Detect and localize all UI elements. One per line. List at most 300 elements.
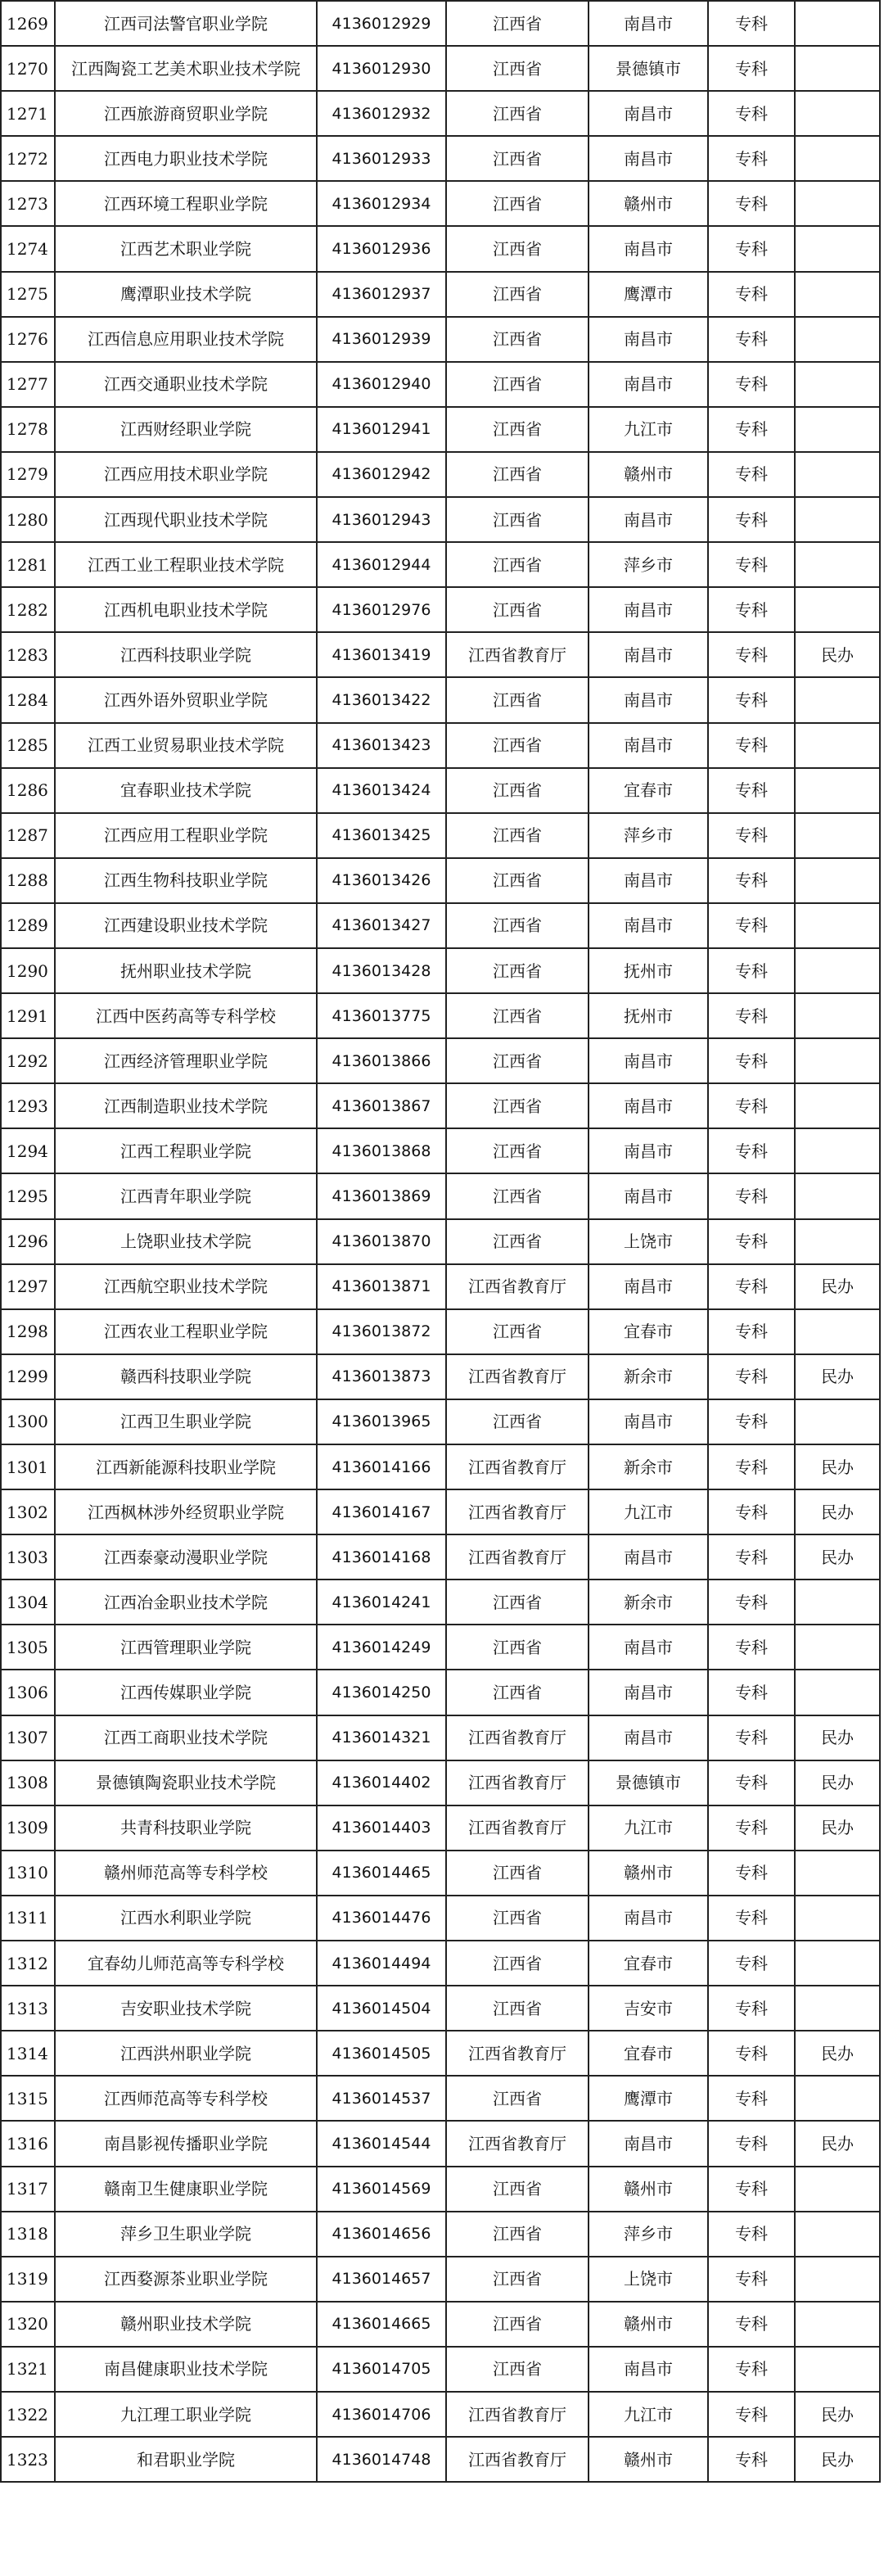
row-number-cell: 1285	[1, 723, 55, 768]
table-row	[1, 1941, 880, 1986]
school-name-cell: 江西现代职业技术学院	[55, 497, 317, 542]
note-cell	[795, 1128, 880, 1173]
school-code-cell: 4136013870	[317, 1219, 446, 1264]
table-row	[1, 226, 880, 271]
note-cell	[795, 993, 880, 1038]
school-code-cell: 4136012943	[317, 497, 446, 542]
level-cell: 专科	[708, 1941, 795, 1986]
note-cell	[795, 452, 880, 497]
school-name-cell: 江西水利职业学院	[55, 1896, 317, 1941]
note-cell	[795, 181, 880, 226]
school-code-cell: 4136013871	[317, 1264, 446, 1309]
school-name-cell: 江西建设职业技术学院	[55, 903, 317, 948]
row-number-cell: 1289	[1, 903, 55, 948]
note-cell: 民办	[795, 2392, 880, 2437]
level-cell: 专科	[708, 1625, 795, 1670]
note-cell	[795, 2076, 880, 2121]
table-body	[1, 1, 880, 2482]
school-code-cell: 4136012940	[317, 362, 446, 407]
school-name-cell: 江西管理职业学院	[55, 1625, 317, 1670]
authority-cell: 江西省	[446, 768, 589, 813]
school-code-cell: 4136012930	[317, 46, 446, 91]
authority-cell: 江西省	[446, 1399, 589, 1444]
school-name-cell: 江西生物科技职业学院	[55, 858, 317, 903]
school-name-cell: 江西中医药高等专科学校	[55, 993, 317, 1038]
table-row	[1, 632, 880, 677]
city-cell: 南昌市	[589, 1173, 708, 1218]
city-cell: 九江市	[589, 2392, 708, 2437]
row-number-cell: 1302	[1, 1489, 55, 1534]
authority-cell: 江西省	[446, 272, 589, 317]
level-cell: 专科	[708, 2437, 795, 2482]
table-row	[1, 993, 880, 1038]
authority-cell: 江西省	[446, 542, 589, 587]
school-code-cell: 4136014166	[317, 1444, 446, 1489]
row-number-cell: 1303	[1, 1534, 55, 1579]
school-code-cell: 4136013873	[317, 1354, 446, 1399]
level-cell: 专科	[708, 226, 795, 271]
authority-cell: 江西省	[446, 1625, 589, 1670]
city-cell: 鹰潭市	[589, 272, 708, 317]
table-row	[1, 1219, 880, 1264]
city-cell: 新余市	[589, 1354, 708, 1399]
note-cell	[795, 2212, 880, 2257]
city-cell: 吉安市	[589, 1986, 708, 2031]
authority-cell: 江西省教育厅	[446, 1264, 589, 1309]
level-cell: 专科	[708, 1, 795, 46]
city-cell: 九江市	[589, 407, 708, 452]
row-number-cell: 1291	[1, 993, 55, 1038]
city-cell: 赣州市	[589, 2437, 708, 2482]
authority-cell: 江西省	[446, 46, 589, 91]
school-code-cell: 4136013423	[317, 723, 446, 768]
authority-cell: 江西省	[446, 1896, 589, 1941]
table-row	[1, 2392, 880, 2437]
school-code-cell: 4136012976	[317, 587, 446, 632]
school-code-cell: 4136014476	[317, 1896, 446, 1941]
table-row	[1, 858, 880, 903]
table-row	[1, 1444, 880, 1489]
row-number-cell: 1273	[1, 181, 55, 226]
level-cell: 专科	[708, 1264, 795, 1309]
note-cell	[795, 362, 880, 407]
note-cell	[795, 2347, 880, 2392]
note-cell	[795, 542, 880, 587]
level-cell: 专科	[708, 858, 795, 903]
school-name-cell: 赣州师范高等专科学校	[55, 1851, 317, 1896]
city-cell: 萍乡市	[589, 542, 708, 587]
note-cell	[795, 1399, 880, 1444]
school-code-cell: 4136013424	[317, 768, 446, 813]
table-row	[1, 2212, 880, 2257]
level-cell: 专科	[708, 2031, 795, 2076]
city-cell: 九江市	[589, 1805, 708, 1851]
school-code-cell: 4136014748	[317, 2437, 446, 2482]
table-row	[1, 1309, 880, 1354]
level-cell: 专科	[708, 136, 795, 181]
authority-cell: 江西省	[446, 903, 589, 948]
note-cell	[795, 1625, 880, 1670]
row-number-cell: 1305	[1, 1625, 55, 1670]
row-number-cell: 1269	[1, 1, 55, 46]
school-code-cell: 4136012929	[317, 1, 446, 46]
authority-cell: 江西省教育厅	[446, 1805, 589, 1851]
table-row	[1, 1579, 880, 1625]
school-code-cell: 4136014494	[317, 1941, 446, 1986]
city-cell: 南昌市	[589, 587, 708, 632]
note-cell	[795, 272, 880, 317]
note-cell	[795, 136, 880, 181]
row-number-cell: 1300	[1, 1399, 55, 1444]
level-cell: 专科	[708, 2257, 795, 2302]
note-cell	[795, 1173, 880, 1218]
level-cell: 专科	[708, 272, 795, 317]
row-number-cell: 1308	[1, 1760, 55, 1805]
note-cell	[795, 1, 880, 46]
table-row	[1, 181, 880, 226]
note-cell	[795, 226, 880, 271]
note-cell	[795, 1851, 880, 1896]
row-number-cell: 1299	[1, 1354, 55, 1399]
level-cell: 专科	[708, 632, 795, 677]
row-number-cell: 1313	[1, 1986, 55, 2031]
row-number-cell: 1275	[1, 272, 55, 317]
note-cell	[795, 587, 880, 632]
table-row	[1, 2257, 880, 2302]
school-code-cell: 4136014167	[317, 1489, 446, 1534]
school-name-cell: 江西应用工程职业学院	[55, 813, 317, 858]
table-row	[1, 2121, 880, 2166]
table-row	[1, 723, 880, 768]
table-row	[1, 317, 880, 362]
school-code-cell: 4136014403	[317, 1805, 446, 1851]
authority-cell: 江西省	[446, 813, 589, 858]
authority-cell: 江西省	[446, 1986, 589, 2031]
level-cell: 专科	[708, 813, 795, 858]
authority-cell: 江西省	[446, 1173, 589, 1218]
city-cell: 赣州市	[589, 2302, 708, 2347]
authority-cell: 江西省教育厅	[446, 2031, 589, 2076]
school-code-cell: 4136012942	[317, 452, 446, 497]
level-cell: 专科	[708, 2392, 795, 2437]
school-code-cell: 4136014168	[317, 1534, 446, 1579]
school-code-cell: 4136014504	[317, 1986, 446, 2031]
row-number-cell: 1323	[1, 2437, 55, 2482]
school-name-cell: 赣南卫生健康职业学院	[55, 2167, 317, 2212]
table-row	[1, 1128, 880, 1173]
row-number-cell: 1270	[1, 46, 55, 91]
city-cell: 南昌市	[589, 1715, 708, 1760]
school-name-cell: 江西泰豪动漫职业学院	[55, 1534, 317, 1579]
city-cell: 南昌市	[589, 317, 708, 362]
row-number-cell: 1322	[1, 2392, 55, 2437]
city-cell: 南昌市	[589, 632, 708, 677]
school-name-cell: 江西司法警官职业学院	[55, 1, 317, 46]
level-cell: 专科	[708, 317, 795, 362]
city-cell: 南昌市	[589, 677, 708, 722]
authority-cell: 江西省	[446, 1128, 589, 1173]
row-number-cell: 1314	[1, 2031, 55, 2076]
row-number-cell: 1318	[1, 2212, 55, 2257]
row-number-cell: 1282	[1, 587, 55, 632]
table-row	[1, 407, 880, 452]
city-cell: 赣州市	[589, 2167, 708, 2212]
school-code-cell: 4136012939	[317, 317, 446, 362]
authority-cell: 江西省	[446, 677, 589, 722]
school-code-cell: 4136014250	[317, 1670, 446, 1715]
authority-cell: 江西省	[446, 136, 589, 181]
table-row	[1, 362, 880, 407]
level-cell: 专科	[708, 903, 795, 948]
note-cell	[795, 2257, 880, 2302]
city-cell: 南昌市	[589, 136, 708, 181]
note-cell	[795, 2167, 880, 2212]
city-cell: 鹰潭市	[589, 2076, 708, 2121]
note-cell	[795, 2302, 880, 2347]
row-number-cell: 1286	[1, 768, 55, 813]
table-row	[1, 1399, 880, 1444]
table-row	[1, 1851, 880, 1896]
city-cell: 南昌市	[589, 1534, 708, 1579]
city-cell: 南昌市	[589, 1083, 708, 1128]
city-cell: 宜春市	[589, 1309, 708, 1354]
city-cell: 新余市	[589, 1444, 708, 1489]
school-name-cell: 共青科技职业学院	[55, 1805, 317, 1851]
school-name-cell: 江西制造职业技术学院	[55, 1083, 317, 1128]
city-cell: 南昌市	[589, 903, 708, 948]
table-row	[1, 1760, 880, 1805]
note-cell	[795, 813, 880, 858]
city-cell: 抚州市	[589, 948, 708, 993]
school-name-cell: 江西财经职业学院	[55, 407, 317, 452]
table-row	[1, 1, 880, 46]
school-code-cell: 4136014241	[317, 1579, 446, 1625]
table-row	[1, 2076, 880, 2121]
school-code-cell: 4136014249	[317, 1625, 446, 1670]
row-number-cell: 1287	[1, 813, 55, 858]
school-code-cell: 4136014705	[317, 2347, 446, 2392]
city-cell: 南昌市	[589, 1896, 708, 1941]
school-code-cell: 4136014544	[317, 2121, 446, 2166]
school-name-cell: 江西旅游商贸职业学院	[55, 91, 317, 136]
authority-cell: 江西省	[446, 1, 589, 46]
city-cell: 南昌市	[589, 1128, 708, 1173]
authority-cell: 江西省	[446, 317, 589, 362]
school-code-cell: 4136012932	[317, 91, 446, 136]
note-cell: 民办	[795, 2121, 880, 2166]
school-name-cell: 江西工业贸易职业技术学院	[55, 723, 317, 768]
row-number-cell: 1295	[1, 1173, 55, 1218]
row-number-cell: 1279	[1, 452, 55, 497]
table-row	[1, 2437, 880, 2482]
school-name-cell: 江西航空职业技术学院	[55, 1264, 317, 1309]
table-row	[1, 1625, 880, 1670]
city-cell: 南昌市	[589, 1, 708, 46]
row-number-cell: 1274	[1, 226, 55, 271]
school-code-cell: 4136013866	[317, 1038, 446, 1083]
school-name-cell: 江西工商职业技术学院	[55, 1715, 317, 1760]
school-name-cell: 上饶职业技术学院	[55, 1219, 317, 1264]
authority-cell: 江西省教育厅	[446, 2392, 589, 2437]
level-cell: 专科	[708, 362, 795, 407]
level-cell: 专科	[708, 1038, 795, 1083]
note-cell: 民办	[795, 632, 880, 677]
row-number-cell: 1312	[1, 1941, 55, 1986]
table-row	[1, 452, 880, 497]
level-cell: 专科	[708, 2121, 795, 2166]
school-code-cell: 4136014465	[317, 1851, 446, 1896]
school-code-cell: 4136013425	[317, 813, 446, 858]
note-cell: 民办	[795, 1489, 880, 1534]
row-number-cell: 1319	[1, 2257, 55, 2302]
school-code-cell: 4136014706	[317, 2392, 446, 2437]
school-code-cell: 4136014665	[317, 2302, 446, 2347]
school-code-cell: 4136013419	[317, 632, 446, 677]
school-code-cell: 4136012936	[317, 226, 446, 271]
note-cell	[795, 1986, 880, 2031]
note-cell	[795, 1941, 880, 1986]
row-number-cell: 1311	[1, 1896, 55, 1941]
school-name-cell: 宜春职业技术学院	[55, 768, 317, 813]
level-cell: 专科	[708, 723, 795, 768]
table-row	[1, 2167, 880, 2212]
level-cell: 专科	[708, 993, 795, 1038]
note-cell	[795, 677, 880, 722]
authority-cell: 江西省教育厅	[446, 1444, 589, 1489]
level-cell: 专科	[708, 1986, 795, 2031]
school-name-cell: 吉安职业技术学院	[55, 1986, 317, 2031]
city-cell: 九江市	[589, 1489, 708, 1534]
city-cell: 赣州市	[589, 1851, 708, 1896]
row-number-cell: 1292	[1, 1038, 55, 1083]
row-number-cell: 1272	[1, 136, 55, 181]
row-number-cell: 1290	[1, 948, 55, 993]
authority-cell: 江西省	[446, 362, 589, 407]
city-cell: 南昌市	[589, 1399, 708, 1444]
note-cell	[795, 1219, 880, 1264]
table-row	[1, 136, 880, 181]
school-name-cell: 江西青年职业学院	[55, 1173, 317, 1218]
row-number-cell: 1307	[1, 1715, 55, 1760]
level-cell: 专科	[708, 2347, 795, 2392]
note-cell: 民办	[795, 1354, 880, 1399]
level-cell: 专科	[708, 677, 795, 722]
authority-cell: 江西省	[446, 2212, 589, 2257]
authority-cell: 江西省	[446, 407, 589, 452]
authority-cell: 江西省教育厅	[446, 632, 589, 677]
level-cell: 专科	[708, 1444, 795, 1489]
level-cell: 专科	[708, 948, 795, 993]
city-cell: 上饶市	[589, 2257, 708, 2302]
city-cell: 萍乡市	[589, 813, 708, 858]
row-number-cell: 1294	[1, 1128, 55, 1173]
level-cell: 专科	[708, 542, 795, 587]
level-cell: 专科	[708, 1579, 795, 1625]
table-row	[1, 91, 880, 136]
note-cell	[795, 948, 880, 993]
row-number-cell: 1321	[1, 2347, 55, 2392]
table-row	[1, 2031, 880, 2076]
school-code-cell: 4136013422	[317, 677, 446, 722]
school-code-cell: 4136013872	[317, 1309, 446, 1354]
row-number-cell: 1280	[1, 497, 55, 542]
school-name-cell: 江西应用技术职业学院	[55, 452, 317, 497]
city-cell: 上饶市	[589, 1219, 708, 1264]
city-cell: 宜春市	[589, 1941, 708, 1986]
level-cell: 专科	[708, 46, 795, 91]
school-name-cell: 赣州职业技术学院	[55, 2302, 317, 2347]
level-cell: 专科	[708, 587, 795, 632]
row-number-cell: 1320	[1, 2302, 55, 2347]
authority-cell: 江西省	[446, 181, 589, 226]
level-cell: 专科	[708, 1534, 795, 1579]
level-cell: 专科	[708, 91, 795, 136]
note-cell	[795, 46, 880, 91]
level-cell: 专科	[708, 1805, 795, 1851]
level-cell: 专科	[708, 181, 795, 226]
level-cell: 专科	[708, 497, 795, 542]
school-name-cell: 江西陶瓷工艺美术职业技术学院	[55, 46, 317, 91]
school-name-cell: 江西机电职业技术学院	[55, 587, 317, 632]
city-cell: 南昌市	[589, 858, 708, 903]
level-cell: 专科	[708, 1128, 795, 1173]
authority-cell: 江西省	[446, 2302, 589, 2347]
table-row	[1, 677, 880, 722]
school-code-cell: 4136014321	[317, 1715, 446, 1760]
authority-cell: 江西省教育厅	[446, 2121, 589, 2166]
level-cell: 专科	[708, 2302, 795, 2347]
authority-cell: 江西省教育厅	[446, 1534, 589, 1579]
row-number-cell: 1298	[1, 1309, 55, 1354]
authority-cell: 江西省	[446, 858, 589, 903]
authority-cell: 江西省	[446, 91, 589, 136]
row-number-cell: 1310	[1, 1851, 55, 1896]
level-cell: 专科	[708, 768, 795, 813]
school-code-cell: 4136012944	[317, 542, 446, 587]
city-cell: 南昌市	[589, 362, 708, 407]
school-name-cell: 江西冶金职业技术学院	[55, 1579, 317, 1625]
authority-cell: 江西省	[446, 1219, 589, 1264]
row-number-cell: 1278	[1, 407, 55, 452]
city-cell: 景德镇市	[589, 46, 708, 91]
authority-cell: 江西省	[446, 2076, 589, 2121]
school-code-cell: 4136014537	[317, 2076, 446, 2121]
authority-cell: 江西省教育厅	[446, 1715, 589, 1760]
authority-cell: 江西省	[446, 948, 589, 993]
school-code-cell: 4136013965	[317, 1399, 446, 1444]
school-name-cell: 江西农业工程职业学院	[55, 1309, 317, 1354]
school-name-cell: 南昌健康职业技术学院	[55, 2347, 317, 2392]
note-cell: 民办	[795, 1760, 880, 1805]
authority-cell: 江西省	[446, 2167, 589, 2212]
level-cell: 专科	[708, 1489, 795, 1534]
level-cell: 专科	[708, 1309, 795, 1354]
school-name-cell: 江西科技职业学院	[55, 632, 317, 677]
school-code-cell: 4136013426	[317, 858, 446, 903]
school-code-cell: 4136012933	[317, 136, 446, 181]
level-cell: 专科	[708, 2076, 795, 2121]
school-code-cell: 4136013868	[317, 1128, 446, 1173]
authority-cell: 江西省	[446, 1851, 589, 1896]
authority-cell: 江西省	[446, 2257, 589, 2302]
note-cell	[795, 1670, 880, 1715]
row-number-cell: 1309	[1, 1805, 55, 1851]
table-row	[1, 272, 880, 317]
school-name-cell: 江西环境工程职业学院	[55, 181, 317, 226]
school-name-cell: 萍乡卫生职业学院	[55, 2212, 317, 2257]
row-number-cell: 1317	[1, 2167, 55, 2212]
table-row	[1, 1083, 880, 1128]
